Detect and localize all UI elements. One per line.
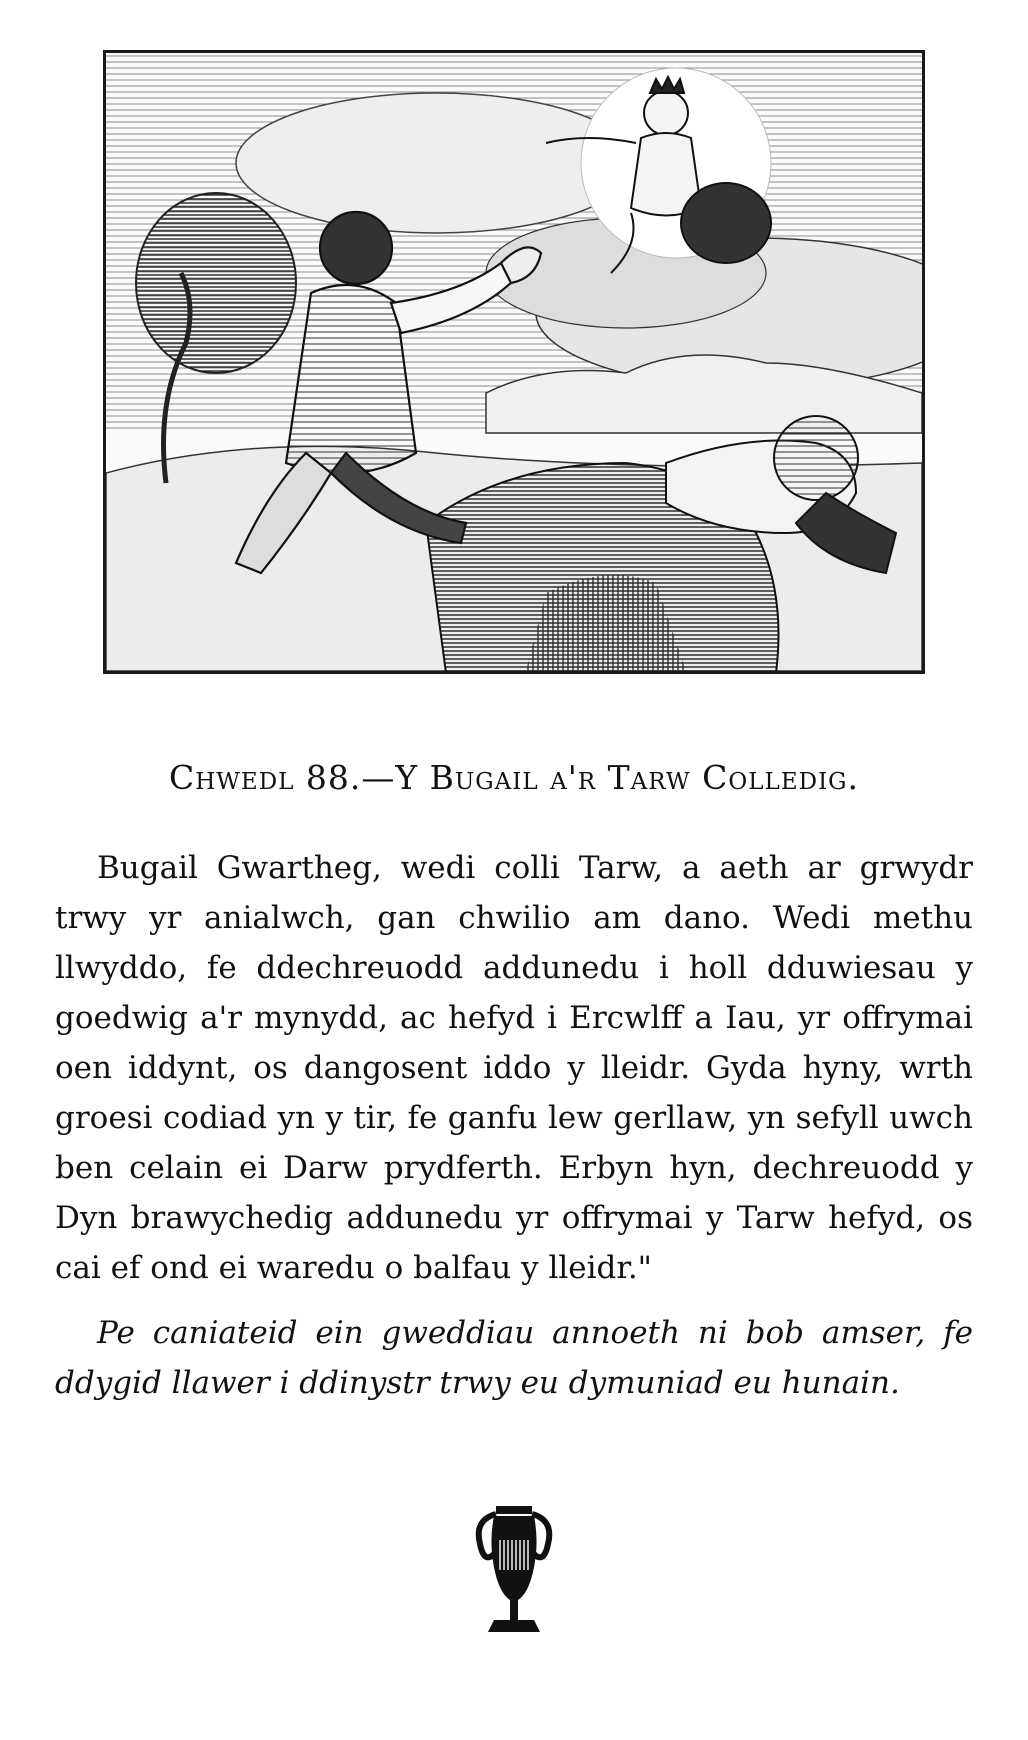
fable-heading: Chwedl 88.—Y Bugail a'r Tarw Colledig. <box>168 758 860 797</box>
fable-moral: Pe caniateid ein gweddiau annoeth ni bob amser, fe ddygid llawer i ddinystr trwy eu dymuniad eu hunain. <box>55 1315 973 1401</box>
cloud-left <box>236 93 636 233</box>
fable-body: Bugail Gwartheg, wedi colli Tarw, a aeth ar grwydr trwy yr anialwch, gan chwilio am dano. Wedi methu llwyddo, fe ddechreuodd addunedu i holl dduwiesau y goedwig a'r mynydd, ac hefyd i Ercwlff a Iau, yr offrymai oen iddynt, os dangosent iddo y lleidr. Gyda hyny, wrth groesi codiad yn y tir, fe ganfu lew gerllaw, yn sefyll uwch ben celain ei Darw prydferth. Erbyn hyn, dechreuodd y Dyn brawychedig addunedu yr offrymai y Tarw hefyd, os cai ef ond ei waredu o balfau y lleidr." <box>55 850 973 1286</box>
tree <box>136 193 296 483</box>
vase-ornament-icon <box>466 1500 562 1640</box>
woodcut-illustration <box>103 50 925 674</box>
